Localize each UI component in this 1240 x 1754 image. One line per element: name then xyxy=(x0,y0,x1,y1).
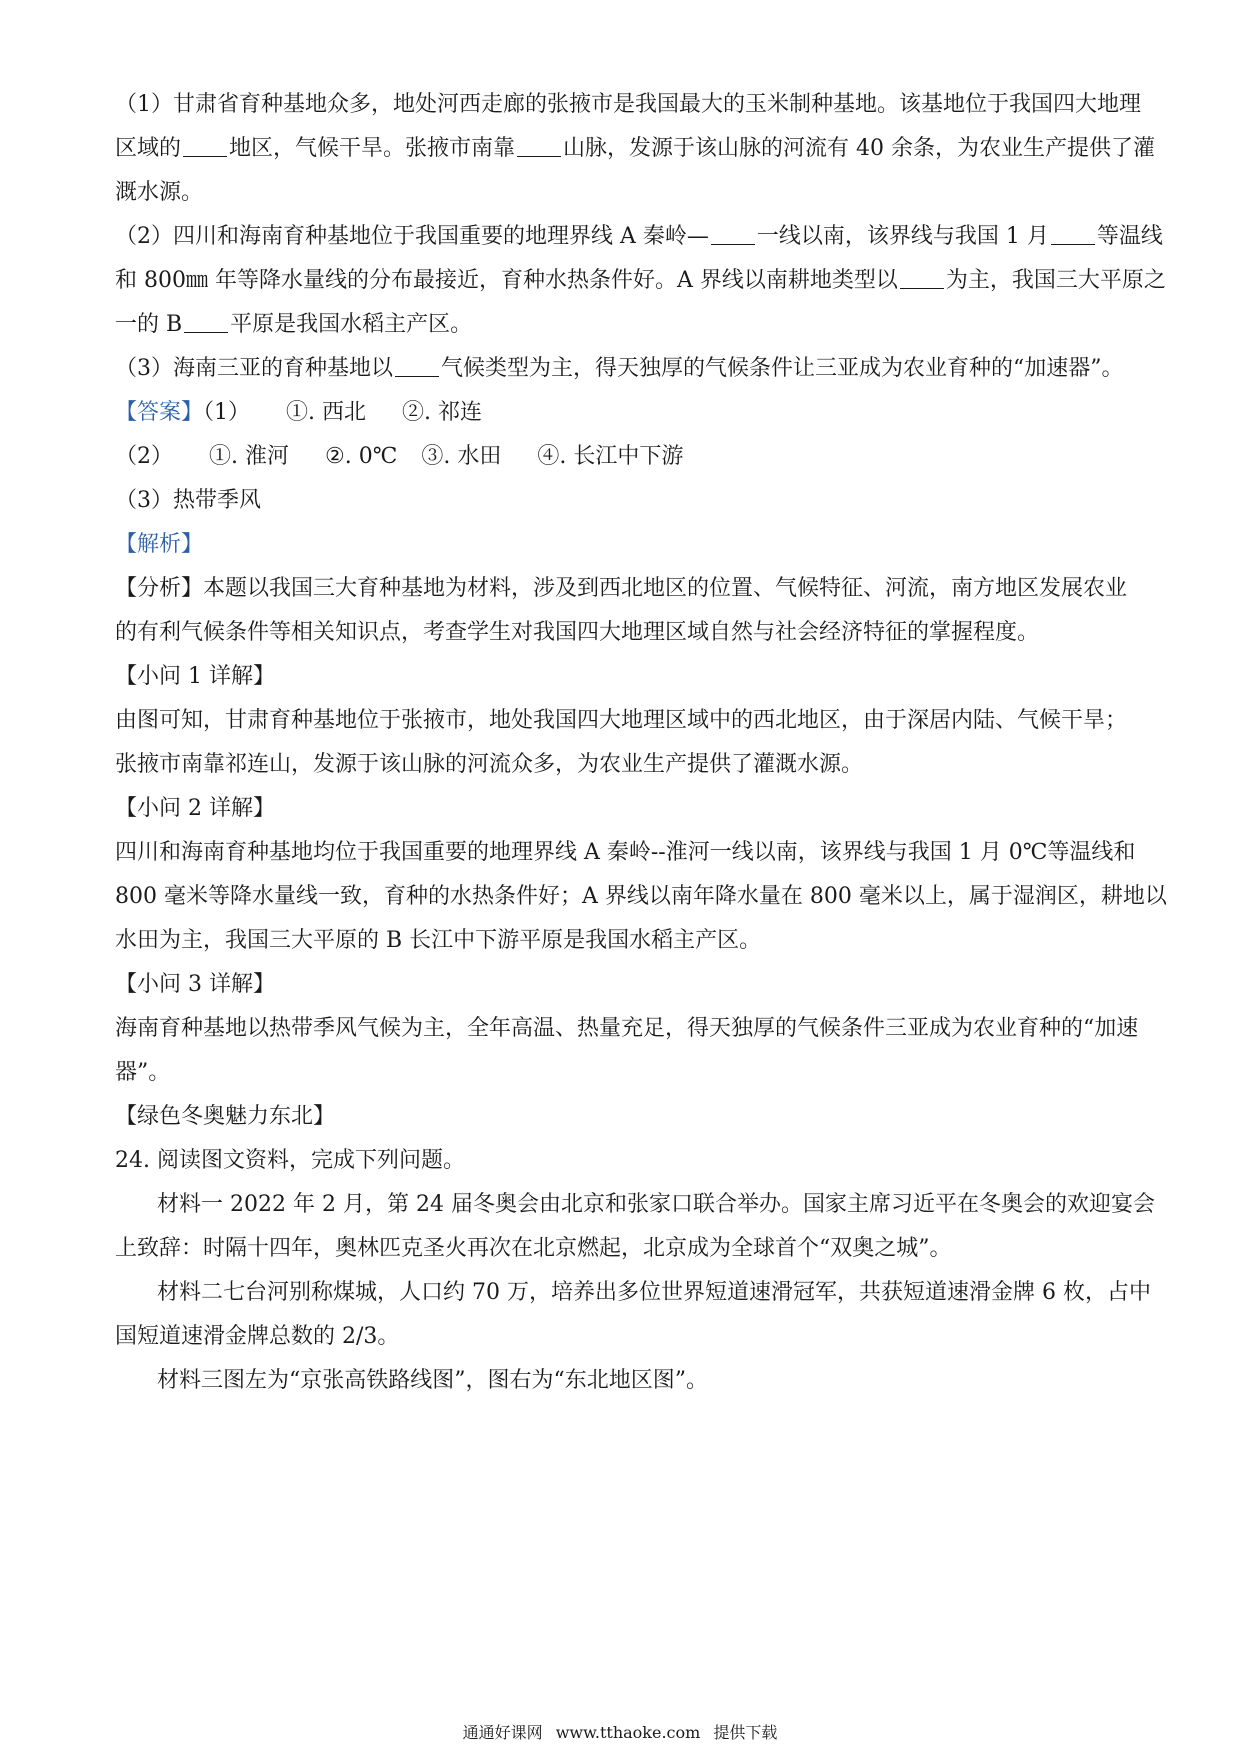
material-1-line-2 xyxy=(115,1234,1135,1264)
text: 平原是我国水稻主产区。 xyxy=(230,312,473,337)
detail-2-heading xyxy=(115,794,1135,824)
text: 【小问 1 详解】 xyxy=(115,664,275,689)
text: ②. 祁连 xyxy=(402,400,483,425)
text: 器”。 xyxy=(115,1060,171,1085)
answer-blank xyxy=(711,224,755,245)
material-3-line-1 xyxy=(157,1366,1177,1396)
text: 由图可知，甘肃育种基地位于张掖市，地处我国四大地理区域中的西北地区，由于深居内陆、气候干旱； xyxy=(115,708,1128,733)
analysis-summary-line-2 xyxy=(115,618,1135,648)
text: （1） xyxy=(203,400,251,425)
question-2-line-2 xyxy=(115,266,1166,296)
text: 和 800㎜ 年等降水量线的分布最接近，育种水热条件好。A 界线以南耕地类型以 xyxy=(115,268,898,293)
text: 24. 阅读图文资料，完成下列问题。 xyxy=(115,1148,465,1173)
text: （3）海南三亚的育种基地以 xyxy=(115,356,393,381)
text: 水田为主，我国三大平原的 B 长江中下游平原是我国水稻主产区。 xyxy=(115,928,762,953)
text: 等温线 xyxy=(1096,224,1163,249)
analysis-label xyxy=(115,530,1135,560)
question-1-line-2 xyxy=(115,134,1156,164)
text: 张掖市南靠祁连山，发源于该山脉的河流众多，为农业生产提供了灌溉水源。 xyxy=(115,752,864,777)
detail-3-heading xyxy=(115,970,1135,1000)
question-24 xyxy=(115,1146,1135,1176)
material-2-line-2 xyxy=(115,1322,1135,1352)
text: 【小问 2 详解】 xyxy=(115,796,275,821)
text: 材料三图左为“京张高铁路线图”，图右为“东北地区图”。 xyxy=(157,1368,708,1393)
text: 山脉，发源于该山脉的河流有 40 余条，为农业生产提供了灌 xyxy=(563,136,1156,161)
text: 【解析】 xyxy=(115,532,204,557)
text: （1）甘肃省育种基地众多，地处河西走廊的张掖市是我国最大的玉米制种基地。该基地位于我国四大地理 xyxy=(115,92,1142,117)
text: 四川和海南育种基地均位于我国重要的地理界线 A 秦岭--淮河一线以南，该界线与我国 1 月 0℃等温线和 xyxy=(115,840,1136,865)
text: （2） xyxy=(115,444,173,469)
question-2-line-1 xyxy=(115,222,1163,252)
text: （2）四川和海南育种基地位于我国重要的地理界线 A 秦岭— xyxy=(115,224,709,249)
text: ③. 水田 xyxy=(421,444,502,469)
text: 海南育种基地以热带季风气候为主，全年高温、热量充足，得天独厚的气候条件三亚成为农业育种的“加速 xyxy=(115,1016,1139,1041)
footer-url-link[interactable]: www.tthaoke.com xyxy=(555,1723,701,1742)
answer-blank xyxy=(517,136,561,157)
text: 一的 B xyxy=(115,312,183,337)
answer-line-1 xyxy=(115,398,1135,428)
text: 地区，气候干旱。张掖市南靠 xyxy=(229,136,516,161)
text: 800 毫米等降水量线一致，育种的水热条件好；A 界线以南年降水量在 800 毫米以上，属于湿润区，耕地以 xyxy=(115,884,1167,909)
detail-3-line-2 xyxy=(115,1058,1135,1088)
answer-blank xyxy=(395,356,439,377)
text: 国短道速滑金牌总数的 2/3。 xyxy=(115,1324,400,1349)
detail-2-line-1 xyxy=(115,838,1135,868)
analysis-summary-line-1 xyxy=(115,574,1135,604)
text: 【小问 3 详解】 xyxy=(115,972,275,997)
section-title xyxy=(115,1102,1135,1132)
answer-blank xyxy=(184,312,228,333)
footer-suffix: 提供下载 xyxy=(713,1723,778,1742)
text: 为主，我国三大平原之 xyxy=(945,268,1166,293)
material-1-line-1 xyxy=(157,1190,1177,1220)
text: 气候类型为主，得天独厚的气候条件让三亚成为农业育种的“加速器”。 xyxy=(441,356,1124,381)
text: ①. 西北 xyxy=(286,400,367,425)
text: 材料一 2022 年 2 月，第 24 届冬奥会由北京和张家口联合举办。国家主席习近平在冬奥会的欢迎宴会 xyxy=(157,1192,1155,1217)
text: 【绿色冬奥魅力东北】 xyxy=(115,1104,336,1129)
text: 的有利气候条件等相关知识点，考查学生对我国四大地理区域自然与社会经济特征的掌握程度。 xyxy=(115,620,1040,645)
question-2-line-3 xyxy=(115,310,1135,340)
text: ①. 淮河 xyxy=(209,444,289,469)
question-1-line-1 xyxy=(115,90,1142,120)
question-3-line-1 xyxy=(115,354,1135,384)
footer-site-name: 通通好课网 xyxy=(462,1723,543,1742)
answer-line-2 xyxy=(115,442,1135,472)
detail-1-heading xyxy=(115,662,1135,692)
text: ④. 长江中下游 xyxy=(537,444,684,469)
text: 材料二七台河别称煤城，人口约 70 万，培养出多位世界短道速滑冠军，共获短道速滑金牌 6 枚，占中 xyxy=(157,1280,1151,1305)
text: 【分析】本题以我国三大育种基地为材料，涉及到西北地区的位置、气候特征、河流，南方地区发展农业 xyxy=(115,576,1128,601)
answer-line-3 xyxy=(115,486,1135,516)
answer-blank xyxy=(1051,224,1095,245)
question-1-line-3 xyxy=(115,178,1135,208)
text: 区域的 xyxy=(115,136,182,161)
text: 一线以南，该界线与我国 1 月 xyxy=(756,224,1049,249)
detail-1-line-2 xyxy=(115,750,1135,780)
detail-2-line-2 xyxy=(115,882,1167,912)
answer-label: 【答案】 xyxy=(115,400,204,425)
text: 上致辞：时隔十四年，奥林匹克圣火再次在北京燃起，北京成为全球首个“双奥之城”。 xyxy=(115,1236,952,1261)
answer-blank xyxy=(183,136,227,157)
text: ②. 0℃ xyxy=(325,444,398,469)
detail-2-line-3 xyxy=(115,926,1135,956)
text: 溉水源。 xyxy=(115,180,204,205)
material-2-line-1 xyxy=(157,1278,1177,1308)
detail-1-line-1 xyxy=(115,706,1135,736)
detail-3-line-1 xyxy=(115,1014,1139,1044)
page-footer xyxy=(0,1722,1240,1744)
answer-blank xyxy=(900,268,944,289)
text: （3）热带季风 xyxy=(115,488,261,513)
